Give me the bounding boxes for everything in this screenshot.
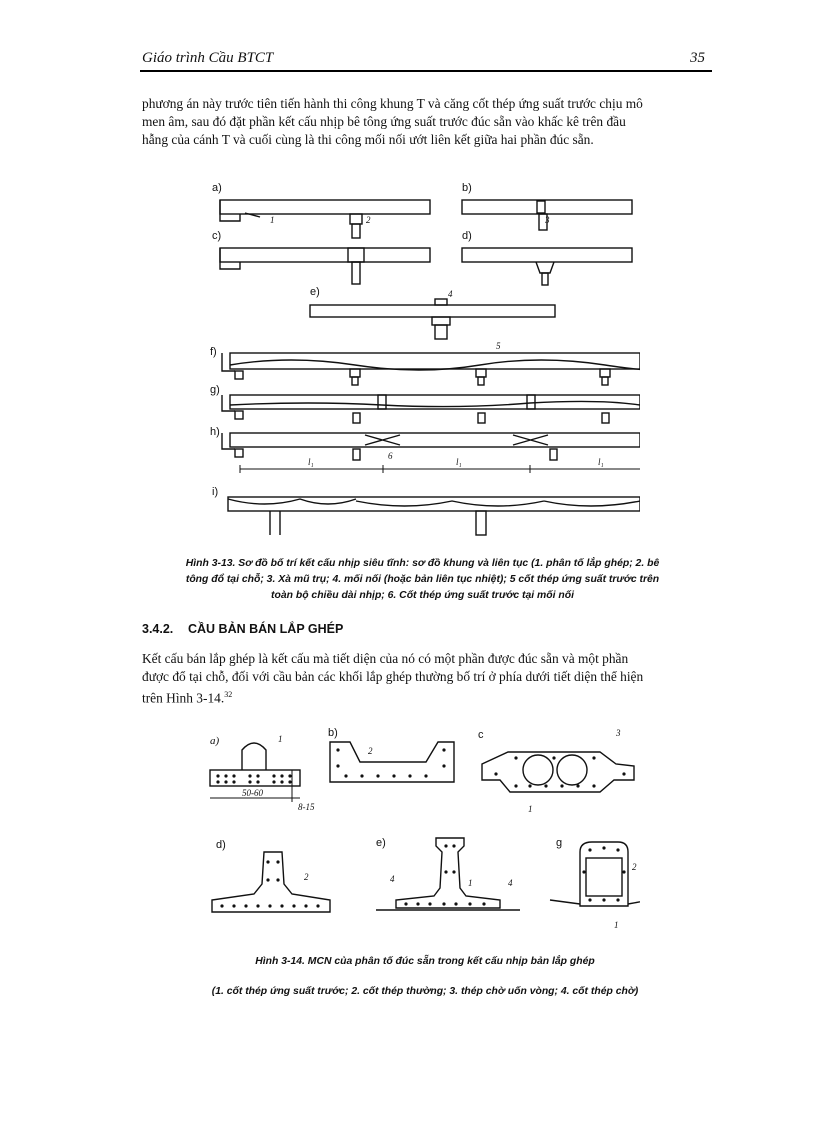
label-g: g xyxy=(556,837,563,849)
section-paragraph xyxy=(142,650,712,707)
section-b xyxy=(330,742,454,782)
label-a: a) xyxy=(212,182,222,194)
caption-line: tông đổ tại chỗ; 3. Xà mũ trụ; 4. mối nối (hoặc bản liên tục nhiệt); 5 cốt thép ứng suất trước trên xyxy=(185,574,660,585)
callout-1: 1 xyxy=(270,215,275,225)
intro-paragraph xyxy=(142,95,712,149)
callout-2: 2 xyxy=(632,862,637,872)
span-label: l₁ xyxy=(598,457,604,467)
footnote-ref[interactable]: 32 xyxy=(224,690,233,699)
label-f: f) xyxy=(210,346,217,358)
label-h: h) xyxy=(210,426,220,438)
caption-line: (1. cốt thép ứng suất trước; 2. cốt thép thường; 3. thép chờ uốn vòng; 4. cốt thép chờ) xyxy=(211,986,639,997)
diagram-g xyxy=(222,395,640,423)
section-heading xyxy=(142,622,343,636)
paragraph-line: Kết cấu bán lắp ghép là kết cấu mà tiết diện của nó có một phần được đúc sẵn và một phần xyxy=(142,651,629,666)
paragraph-line: phương án này trước tiên tiến hành thi công khung T và căng cốt thép ứng suất trước chịu mô xyxy=(142,96,643,111)
header-rule xyxy=(140,70,712,72)
section-title: CẦU BẢN BÁN LẮP GHÉP xyxy=(188,622,344,636)
label-e: e) xyxy=(376,837,386,849)
figure-3-13-caption xyxy=(150,556,695,604)
caption-line: Hình 3-14. MCN của phân tố đúc sẵn trong kết cấu nhịp bản lắp ghép xyxy=(255,956,595,967)
callout-4: 4 xyxy=(390,874,395,884)
caption-line: toàn bộ chiều dài nhịp; 6. Cốt thép ứng suất trước tại mối nối xyxy=(271,590,574,601)
label-b: b) xyxy=(462,182,472,194)
caption-line: Hình 3-13. Sơ đồ bố trí kết cấu nhịp siêu tĩnh: sơ đồ khung và liên tục (1. phân tố lắp ghép; 2. bê xyxy=(185,558,660,569)
diagram-f xyxy=(222,353,640,385)
callout-4: 4 xyxy=(508,878,513,888)
callout-1: 1 xyxy=(468,878,473,888)
diagram-a xyxy=(220,200,430,238)
label-d: d) xyxy=(216,839,226,851)
callout-2: 2 xyxy=(368,746,373,756)
diagram-i xyxy=(228,497,640,535)
label-e: e) xyxy=(310,286,320,298)
header-title: Giáo trình Cầu BTCT xyxy=(142,50,274,66)
callout-3: 3 xyxy=(616,728,621,738)
callout-2: 2 xyxy=(366,215,371,225)
page-number: 35 xyxy=(690,50,705,66)
dimension-width: 50-60 xyxy=(242,788,263,798)
label-b: b) xyxy=(328,727,338,739)
section-number: 3.4.2. xyxy=(142,622,174,636)
paragraph-line: được đổ tại chỗ, đối với cầu bản các khối lắp ghép thường bố trí ở phía dưới tiết diện thể hiện xyxy=(142,669,644,684)
span-label: l₁ xyxy=(308,457,314,467)
callout-1: 1 xyxy=(278,734,283,744)
label-a: a) xyxy=(210,735,220,747)
paragraph-line: men âm, sau đó đặt phần kết cấu nhịp bê tông ứng suất trước đúc sẵn vào khấc kê trên đầu xyxy=(142,114,626,129)
diagram-h xyxy=(222,433,640,473)
label-d: d) xyxy=(462,230,472,242)
diagram-d xyxy=(462,248,632,285)
span-label: l₁ xyxy=(456,457,462,467)
paragraph-line: trên Hình 3-14. xyxy=(142,690,225,706)
callout-2: 2 xyxy=(304,872,309,882)
callout-6: 6 xyxy=(388,451,393,461)
label-g: g) xyxy=(210,384,220,396)
callout-1: 1 xyxy=(528,804,533,814)
section-g xyxy=(550,842,640,906)
callout-3: 3 xyxy=(545,215,550,225)
callout-4: 4 xyxy=(448,289,453,299)
callout-1: 1 xyxy=(614,920,619,930)
figure-3-14-caption xyxy=(160,947,690,1007)
callout-5: 5 xyxy=(496,341,501,351)
diagram-c xyxy=(220,248,430,284)
section-c xyxy=(482,752,634,792)
label-c: c xyxy=(478,729,484,741)
label-c: c) xyxy=(212,230,222,242)
label-i: i) xyxy=(212,486,219,498)
section-e xyxy=(376,838,520,910)
diagram-e xyxy=(310,299,555,339)
dimension-height: 8-15 xyxy=(298,802,315,812)
figure-3-13 xyxy=(200,175,640,545)
paragraph-line: hẫng của cánh T và cuối cùng là thi công mối nối ướt liên kết giữa hai phần đúc sẵn. xyxy=(142,132,594,147)
figure-3-14 xyxy=(200,722,640,932)
section-d xyxy=(212,852,330,912)
